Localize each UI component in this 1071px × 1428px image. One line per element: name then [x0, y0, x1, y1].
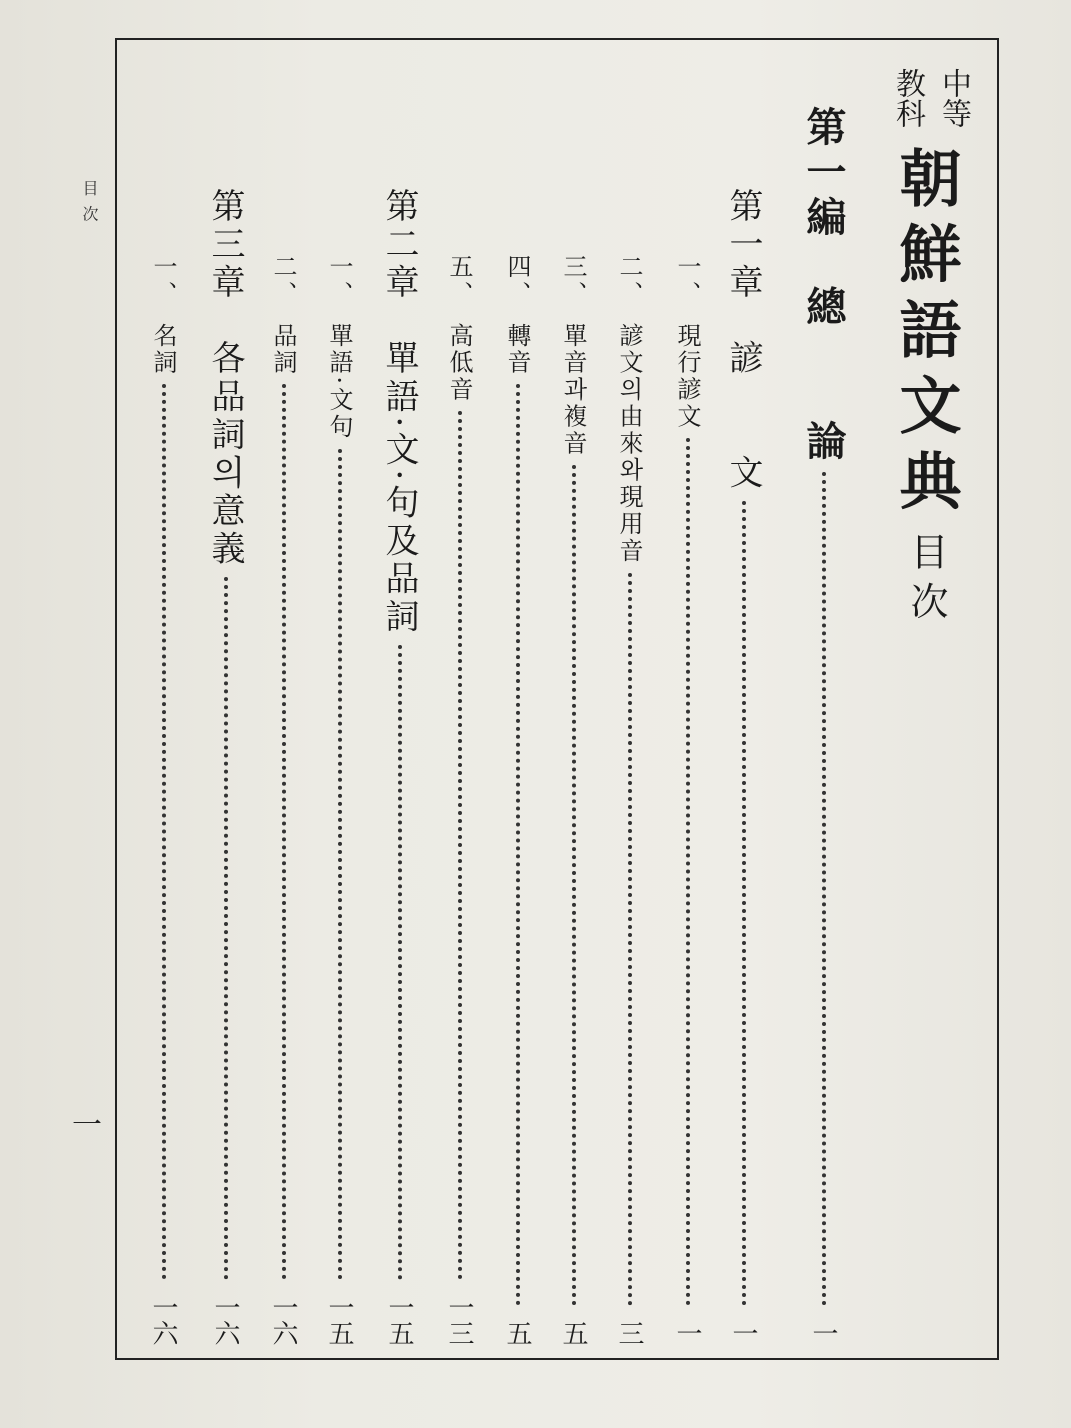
toc-entry-title: 一、 現行諺文 [673, 254, 701, 431]
toc-entry-title: 二、 諺文의由來와現用音 [615, 254, 643, 565]
toc-entry-title: 三、 單音과複音 [559, 254, 587, 458]
toc-entry-title: 第二章 單語·文·句及品詞 [379, 188, 419, 637]
toc-entry-page: 一 [808, 1320, 838, 1346]
toc-entry[interactable] [499, 254, 536, 1346]
dot-leader [162, 384, 166, 1280]
toc-entry[interactable] [201, 188, 250, 1346]
toc-entry-page: 一六 [210, 1294, 240, 1346]
book-title-block [885, 68, 975, 768]
toc-entry-page: 一六 [148, 1294, 178, 1346]
toc-entry-title: 五、 高低音 [445, 254, 473, 404]
toc-entry-page: 一五 [384, 1294, 414, 1346]
toc-entry-title: 一、 名詞 [149, 254, 177, 377]
toc-entry[interactable] [265, 254, 302, 1346]
toc-entry-page: 一 [672, 1320, 702, 1346]
running-head: 目次 [80, 180, 99, 232]
toc-entry-page: 五 [502, 1320, 532, 1346]
toc-entry-title: 二、 品詞 [269, 254, 297, 377]
toc-entry-title: 第三章 各品詞의意義 [205, 188, 245, 569]
toc-entry[interactable] [611, 254, 648, 1346]
dot-leader [742, 501, 746, 1306]
dot-leader [458, 411, 462, 1280]
dot-leader [686, 438, 690, 1306]
dot-leader [572, 465, 576, 1306]
dot-leader [398, 645, 402, 1280]
dot-leader [822, 472, 826, 1306]
toc-entry-title: 第一編 總 論 [800, 106, 847, 465]
dot-leader [224, 577, 228, 1280]
toc-entry-title: 四、 轉音 [503, 254, 531, 377]
dot-leader [338, 449, 342, 1280]
toc-entry[interactable] [719, 188, 768, 1346]
toc-entry-page: 三 [614, 1320, 644, 1346]
toc-entry[interactable] [555, 254, 592, 1346]
dot-leader [282, 384, 286, 1280]
series-label-1: 中等 [936, 68, 971, 128]
toc-entry-page: 一三 [444, 1294, 474, 1346]
toc-entry-title: 第一章 諺 文 [723, 188, 763, 493]
contents-heading: 目次 [904, 532, 948, 632]
toc-entry[interactable] [795, 106, 852, 1346]
toc-entry-title: 一、 單語·文句 [325, 254, 353, 441]
toc-entry[interactable] [441, 254, 478, 1346]
toc-entry[interactable] [669, 254, 706, 1346]
toc-entry[interactable] [145, 254, 182, 1346]
contents-frame [115, 38, 999, 1360]
toc-entry[interactable] [375, 188, 424, 1346]
book-title: 朝鮮語文典 [889, 146, 962, 525]
toc-entry-page: 五 [558, 1320, 588, 1346]
dot-leader [516, 384, 520, 1306]
toc-entry-page: 一六 [268, 1294, 298, 1346]
dot-leader [628, 573, 632, 1306]
toc-entry-page: 一五 [324, 1294, 354, 1346]
toc-entry-page: 一 [728, 1320, 758, 1346]
toc-entry[interactable] [321, 254, 358, 1346]
series-label-2: 教科 [890, 68, 925, 128]
folio-number: 一 [72, 1108, 102, 1143]
